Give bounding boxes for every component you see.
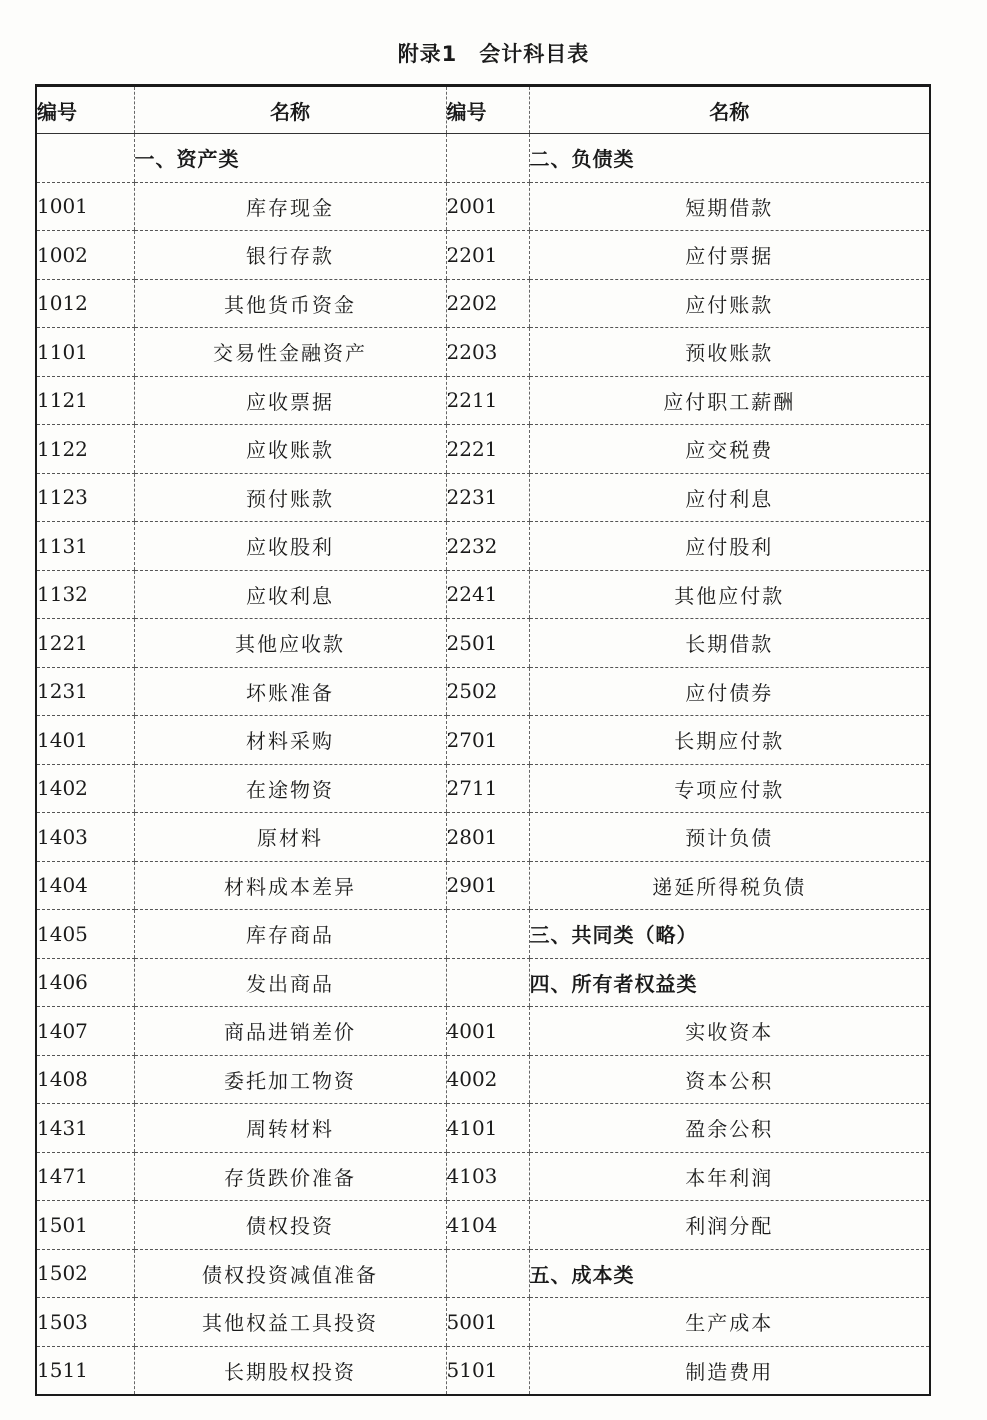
account-name-cell: 短期借款	[529, 182, 930, 231]
account-code-cell: 1403	[36, 813, 134, 862]
table-row	[36, 425, 930, 474]
account-code-cell: 2231	[446, 473, 529, 522]
account-code-cell: 1002	[36, 231, 134, 280]
account-code-cell: 1501	[36, 1201, 134, 1250]
page-title: 附录1 会计科目表	[397, 42, 590, 66]
account-code-cell: 4104	[446, 1201, 529, 1250]
account-name-cell: 库存商品	[134, 910, 446, 959]
account-name-cell: 在途物资	[134, 764, 446, 813]
table-row	[36, 1152, 930, 1201]
account-code-cell: 4103	[446, 1152, 529, 1201]
category-heading-cell: 五、成本类	[529, 1249, 930, 1298]
account-name-cell: 实收资本	[529, 1007, 930, 1056]
account-name-cell: 原材料	[134, 813, 446, 862]
account-name-cell: 长期股权投资	[134, 1346, 446, 1395]
table-row	[36, 1201, 930, 1250]
category-heading-cell: 一、资产类	[134, 134, 446, 183]
account-name-cell: 专项应付款	[529, 764, 930, 813]
account-name-cell: 发出商品	[134, 958, 446, 1007]
account-code-cell: 1431	[36, 1104, 134, 1153]
account-code-cell: 2221	[446, 425, 529, 474]
account-name-cell: 债权投资	[134, 1201, 446, 1250]
account-code-cell	[446, 958, 529, 1007]
account-name-cell: 预计负债	[529, 813, 930, 862]
account-name-cell: 债权投资减值准备	[134, 1249, 446, 1298]
account-name-cell: 预付账款	[134, 473, 446, 522]
account-code-cell: 2901	[446, 861, 529, 910]
account-code-cell: 2711	[446, 764, 529, 813]
account-code-cell: 1405	[36, 910, 134, 959]
account-code-cell: 1502	[36, 1249, 134, 1298]
account-name-cell: 递延所得税负债	[529, 861, 930, 910]
account-code-cell: 1101	[36, 328, 134, 377]
table-row	[36, 619, 930, 668]
account-name-cell: 利润分配	[529, 1201, 930, 1250]
account-name-cell: 其他应收款	[134, 619, 446, 668]
account-code-cell	[36, 134, 134, 183]
account-name-cell: 应交税费	[529, 425, 930, 474]
account-code-cell: 1406	[36, 958, 134, 1007]
account-code-cell: 2502	[446, 667, 529, 716]
header-code-left: 编号	[36, 86, 134, 134]
table-row	[36, 958, 930, 1007]
table-row	[36, 570, 930, 619]
table-row	[36, 861, 930, 910]
table-row	[36, 134, 930, 183]
account-code-cell: 1404	[36, 861, 134, 910]
table-row	[36, 716, 930, 765]
table-row	[36, 328, 930, 377]
account-code-cell: 2801	[446, 813, 529, 862]
table-row	[36, 522, 930, 571]
account-code-cell: 4002	[446, 1055, 529, 1104]
account-code-cell: 4101	[446, 1104, 529, 1153]
account-name-cell: 资本公积	[529, 1055, 930, 1104]
header-name-left: 名称	[134, 86, 446, 134]
table-row	[36, 1104, 930, 1153]
account-code-cell: 2232	[446, 522, 529, 571]
account-code-cell: 2001	[446, 182, 529, 231]
table-row	[36, 813, 930, 862]
account-code-cell: 1221	[36, 619, 134, 668]
account-name-cell: 应付票据	[529, 231, 930, 280]
account-code-cell	[446, 910, 529, 959]
account-name-cell: 商品进销差价	[134, 1007, 446, 1056]
account-code-cell: 1131	[36, 522, 134, 571]
table-row	[36, 1346, 930, 1395]
account-code-cell: 5101	[446, 1346, 529, 1395]
account-name-cell: 存货跌价准备	[134, 1152, 446, 1201]
account-code-cell	[446, 1249, 529, 1298]
account-name-cell: 盈余公积	[529, 1104, 930, 1153]
account-code-cell: 1121	[36, 376, 134, 425]
account-code-cell: 1402	[36, 764, 134, 813]
account-code-cell: 2203	[446, 328, 529, 377]
table-row	[36, 1007, 930, 1056]
account-name-cell: 应收票据	[134, 376, 446, 425]
category-heading-cell: 三、共同类（略）	[529, 910, 930, 959]
header-name-right: 名称	[529, 86, 930, 134]
account-name-cell: 委托加工物资	[134, 1055, 446, 1104]
account-name-cell: 应付股利	[529, 522, 930, 571]
account-name-cell: 材料成本差异	[134, 861, 446, 910]
account-name-cell: 其他货币资金	[134, 279, 446, 328]
account-code-cell: 1471	[36, 1152, 134, 1201]
table-body	[36, 134, 930, 1396]
account-code-cell: 1012	[36, 279, 134, 328]
account-name-cell: 应付利息	[529, 473, 930, 522]
account-name-cell: 应收股利	[134, 522, 446, 571]
account-code-cell: 1408	[36, 1055, 134, 1104]
account-name-cell: 周转材料	[134, 1104, 446, 1153]
account-name-cell: 银行存款	[134, 231, 446, 280]
account-name-cell: 应收账款	[134, 425, 446, 474]
account-code-cell: 1001	[36, 182, 134, 231]
account-name-cell: 应付债券	[529, 667, 930, 716]
account-code-cell: 1511	[36, 1346, 134, 1395]
account-code-cell: 1401	[36, 716, 134, 765]
account-code-cell: 4001	[446, 1007, 529, 1056]
account-code-cell: 2211	[446, 376, 529, 425]
table-row	[36, 182, 930, 231]
table-row	[36, 1249, 930, 1298]
account-code-cell: 1503	[36, 1298, 134, 1347]
account-code-cell: 1231	[36, 667, 134, 716]
account-name-cell: 库存现金	[134, 182, 446, 231]
account-code-cell: 2241	[446, 570, 529, 619]
account-code-cell: 2201	[446, 231, 529, 280]
account-name-cell: 应收利息	[134, 570, 446, 619]
account-name-cell: 制造费用	[529, 1346, 930, 1395]
account-name-cell: 材料采购	[134, 716, 446, 765]
account-name-cell: 应付账款	[529, 279, 930, 328]
account-code-cell	[446, 134, 529, 183]
table-row	[36, 1055, 930, 1104]
account-code-cell: 2701	[446, 716, 529, 765]
table-header-row	[36, 86, 930, 134]
account-code-cell: 1132	[36, 570, 134, 619]
account-name-cell: 交易性金融资产	[134, 328, 446, 377]
account-code-cell: 5001	[446, 1298, 529, 1347]
table-row	[36, 473, 930, 522]
account-name-cell: 长期应付款	[529, 716, 930, 765]
account-name-cell: 坏账准备	[134, 667, 446, 716]
table-row	[36, 910, 930, 959]
category-heading-cell: 四、所有者权益类	[529, 958, 930, 1007]
category-heading-cell: 二、负债类	[529, 134, 930, 183]
header-code-right: 编号	[446, 86, 529, 134]
table-row	[36, 1298, 930, 1347]
account-name-cell: 预收账款	[529, 328, 930, 377]
table-row	[36, 667, 930, 716]
account-code-cell: 1407	[36, 1007, 134, 1056]
account-name-cell: 其他应付款	[529, 570, 930, 619]
table-row	[36, 376, 930, 425]
account-name-cell: 生产成本	[529, 1298, 930, 1347]
account-code-cell: 2501	[446, 619, 529, 668]
account-table	[35, 84, 931, 1396]
account-name-cell: 其他权益工具投资	[134, 1298, 446, 1347]
account-name-cell: 应付职工薪酬	[529, 376, 930, 425]
table-row	[36, 764, 930, 813]
account-code-cell: 2202	[446, 279, 529, 328]
table-row	[36, 279, 930, 328]
account-code-cell: 1122	[36, 425, 134, 474]
account-name-cell: 长期借款	[529, 619, 930, 668]
table-row	[36, 231, 930, 280]
account-name-cell: 本年利润	[529, 1152, 930, 1201]
account-code-cell: 1123	[36, 473, 134, 522]
